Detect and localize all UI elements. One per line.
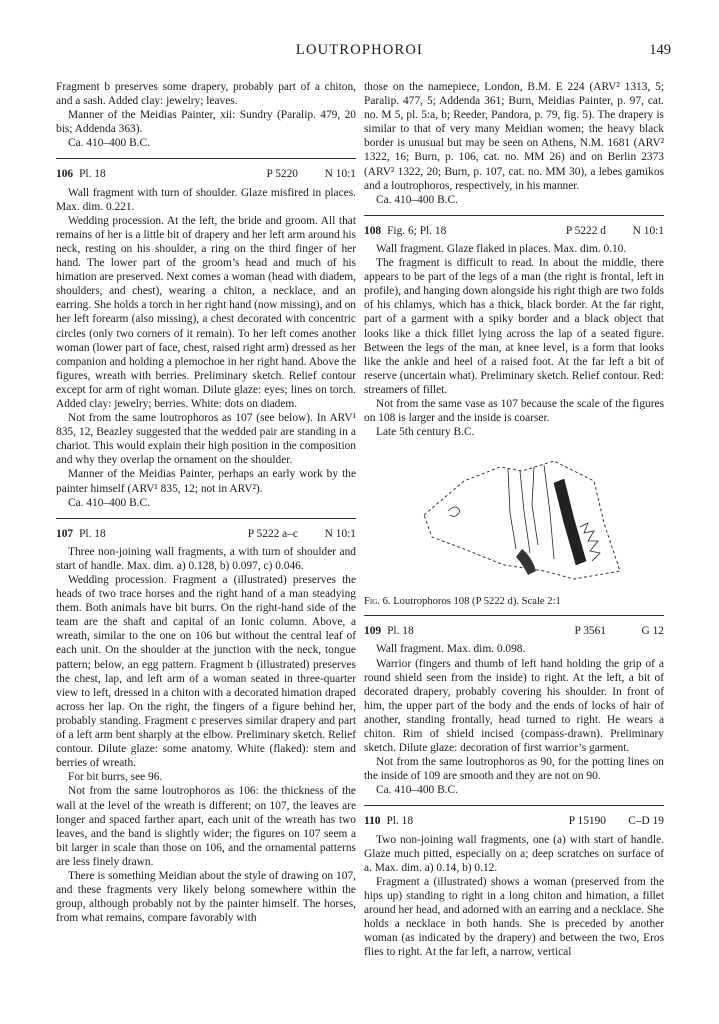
figure-caption: Fig. 6. Loutrophoros 108 (P 5222 d). Scale 2:1 xyxy=(364,596,561,608)
entry-108-subject: The fragment is difficult to read. In about the middle, there appears to be part of the legs of a man (the right is frontal, left in profile), and hanging down alongside his right thigh are two folds of his chlamys, which has a thick, black border. At the far right, part of a garment with a spiky border and a black object that looks like a thick fillet lying across the lap of a seated figure. Between the legs of the man, at knee level, is a form that looks like the ankle and heel of a raised foot. At the far left a bit of reserve (uncertain what). Preliminary sketch. Relief contour. Red: streamers of fillet. xyxy=(364,257,664,396)
entry-107-continuation: those on the namepiece, London, B.M. E 224 (ARV² 1313, 5; Paralip. 477, 5; Addenda 361; Burn, Meidias Painter, p. 97, cat. no. M 5, pl. 5:a, b; Reeder, Pandora, p. 79, fig. 5). The drapery is similar to that of very many Meidian women; the heavy black border is unusual but may be seen on Athens, N.M. 1681 (ARV² 1322, 16; Burn, p. 106, cat. no. MM 26) and on Berlin 2373 (ARV² 1322, 20; Burn, p. 107, cat. no. MM 30), a lebes gamikos and a loutrophoros, respectively, in his manner. xyxy=(364,81,664,192)
entry-106-attribution: Manner of the Meidias Painter, perhaps an early work by the painter himself (ARV¹ 835, 12; not in ARV²). xyxy=(56,468,356,495)
entry-number: 109 xyxy=(364,625,382,638)
plate-reference: Pl. 18 xyxy=(79,168,106,181)
entry-number: 106 xyxy=(56,168,74,181)
page-number: 149 xyxy=(649,42,671,58)
entry-number: 108 xyxy=(364,224,382,237)
plate-reference: Fig. 6; Pl. 18 xyxy=(387,224,447,237)
entry-106-date: Ca. 410–400 B.C. xyxy=(68,496,150,509)
entry-108-heading xyxy=(364,224,664,238)
inventory-number: P 5222 d xyxy=(565,224,606,237)
entry-107-heading xyxy=(56,527,356,541)
right-column xyxy=(364,80,664,959)
grid-reference: N 10:1 xyxy=(632,224,664,237)
plate-reference: Pl. 18 xyxy=(387,625,414,638)
entry-number: 110 xyxy=(364,815,381,828)
entry-106-heading xyxy=(56,167,356,181)
entry-106-subject: Wedding procession. At the left, the bride and groom. All that remains of her is a little bit of drapery and her left arm around his neck, resting on his shoulder, a ring on the third finger of her hand. The lower part of the groom’s head and much of his himation are preserved. Next comes a woman (head with diadem, shoulders, and chest), wearing a chiton, a necklace, and an earring. She holds a torch in her right hand (now missing), and on her left forearm (also missing), a chest decorated with concentric circles (only two corners of it remain). To her left comes another woman (lower part of face, chest, raised right arm) dressed as her companion and holding a plemochoe in her right hand. Above the figures, wreath with berries. Preliminary sketch. Relief contour except for arm of right woman. Dilute glaze: eyes; lines on torch. Added clay: jewelry; berries. White: dots on diadem. xyxy=(56,214,356,410)
entry-number: 107 xyxy=(56,527,74,540)
entry-107-subject: Wedding procession. Fragment a (illustrated) preserves the heads of two trace horses and the right hand of a man steadying them. Both animals have bit burrs. On the right-hand side of the team are the shaft and capital of an Ionic column. Above, a wreath, similar to the one on 106 but without the central leaf of each unit. On the shoulder at the junction with the neck, tongue pattern; below, an egg pattern. Fragment b (illustrated) preserves the chest, lap, and left arm of a woman seated in three-quarter view to left, dressed in a chiton with a decorated himation draped across her lap. On the right, the fingers of a figure behind her, probably standing. Fragment c preserves similar drapery and part of a left arm bent sharply at the elbow. Preliminary sketch. Relief contour. Dilute glaze: some anatomy. White (flaked): stem and berries of wreath. xyxy=(56,574,356,770)
entry-109-comparison: Not from the same loutrophoros as 90, for the potting lines on the inside of 109 are smooth and they are not on 90. xyxy=(364,756,664,783)
foot-form xyxy=(516,549,536,575)
entry-109-subject: Warrior (fingers and thumb of left hand holding the grip of a round shield seen from the inside) to right. At the left, a bit of decorated drapery, probably covering his shoulder. In front of him, the upper part of the body and the ends of locks of hair of another, standing frontally, head turned to right. He wears a chiton. Rim of shield incised (compass-drawn). Preliminary sketch. Dilute glaze: decoration of first warrior’s garment. xyxy=(364,657,664,755)
entry-107-description: Three non-joining wall fragments, a with turn of shoulder and start of handle. Max. dim. a) 0.128, b) 0.097, c) 0.046. xyxy=(56,545,356,572)
reserve-mark xyxy=(448,507,460,516)
grid-reference: N 10:1 xyxy=(324,168,356,181)
inventory-number: P 5222 a–c xyxy=(247,527,298,540)
plate-reference: Pl. 18 xyxy=(79,527,106,540)
entry-107-date: Ca. 410–400 B.C. xyxy=(376,193,458,206)
chlamys-fold xyxy=(554,479,586,565)
entry-110-heading xyxy=(364,814,664,828)
running-title: LOUTROPHOROI xyxy=(295,42,424,58)
entry-divider xyxy=(364,805,664,806)
grid-reference: G 12 xyxy=(641,625,664,638)
left-column xyxy=(56,80,356,925)
grid-reference: N 10:1 xyxy=(324,527,356,540)
entry-108-description: Wall fragment. Glaze flaked in places. Max. dim. 0.10. xyxy=(376,242,627,255)
grid-reference: C–D 19 xyxy=(628,815,664,828)
entry-110-description: Two non-joining wall fragments, one (a) with start of handle. Glaze much pitted, especially on a; deep scratches on surface of a. Max. dim. a) 0.14, b) 0.12. xyxy=(364,833,664,874)
entry-107-comparison: Not from the same loutrophoros as 106: the thickness of the wall at the level of the wreath is different; on 107, the leaves are longer and spaced farther apart, each unit of the wreath has two leaves, and the band is slightly wider; the figures on 107 seem a bit larger in scale than those on 106, and the ornamental patterns are less finely drawn. xyxy=(56,785,356,868)
leg-lines xyxy=(508,465,554,559)
entry-divider xyxy=(364,615,664,616)
intro-paragraph: Fragment b preserves some drapery, probably part of a chiton, and a sash. Added clay: jewelry; leaves. xyxy=(56,81,356,108)
intro-date: Ca. 410–400 B.C. xyxy=(68,137,150,150)
inventory-number: P 3561 xyxy=(574,625,606,638)
entry-107-style: There is something Meidian about the style of drawing on 107, and these fragments very likely belong somewhere within the group, although probably not by the painter himself. The horses, from what remains, compare favorably with xyxy=(56,869,356,925)
entry-divider xyxy=(56,518,356,519)
entry-108-comparison: Not from the same vase as 107 because the scale of the figures on 108 is larger and the inside is coarser. xyxy=(364,397,664,425)
entry-divider xyxy=(56,158,356,159)
inventory-number: P 15190 xyxy=(568,815,606,828)
entry-106-description: Wall fragment with turn of shoulder. Glaze misfired in places. Max. dim. 0.221. xyxy=(56,186,356,213)
entry-109-description: Wall fragment. Max. dim. 0.098. xyxy=(376,643,526,656)
entry-107-crossref: For bit burrs, see 96. xyxy=(68,771,163,784)
fragment-drawing xyxy=(404,453,624,595)
entry-109-heading xyxy=(364,624,664,638)
entry-109-date: Ca. 410–400 B.C. xyxy=(376,784,458,797)
figure-6 xyxy=(364,453,664,609)
intro-attribution: Manner of the Meidias Painter, xii: Sundry (Paralip. 479, 20 bis; Addenda 363). xyxy=(56,109,356,136)
inventory-number: P 5220 xyxy=(266,168,298,181)
running-header xyxy=(0,42,719,62)
entry-110-subject: Fragment a (illustrated) shows a woman (preserved from the hips up) standing to right in a long chiton and himation, a fillet around her head, and adorned with an earring and a necklace. She holds a necklace in both hands. She is preceded by another woman (as indicated by the drapery) and between the two, Eros flies to right. At the far left, a narrow, vertical xyxy=(364,875,664,959)
entry-108-date: Late 5th century B.C. xyxy=(376,426,475,439)
entry-106-comparison: Not from the same loutrophoros as 107 (see below). In ARV¹ 835, 12, Beazley suggested that the wedded pair are standing in a chariot. This would explain their high position in the composition and why they overlap the ornament on the shoulder. xyxy=(56,412,356,467)
plate-reference: Pl. 18 xyxy=(386,815,414,828)
entry-divider xyxy=(364,215,664,216)
